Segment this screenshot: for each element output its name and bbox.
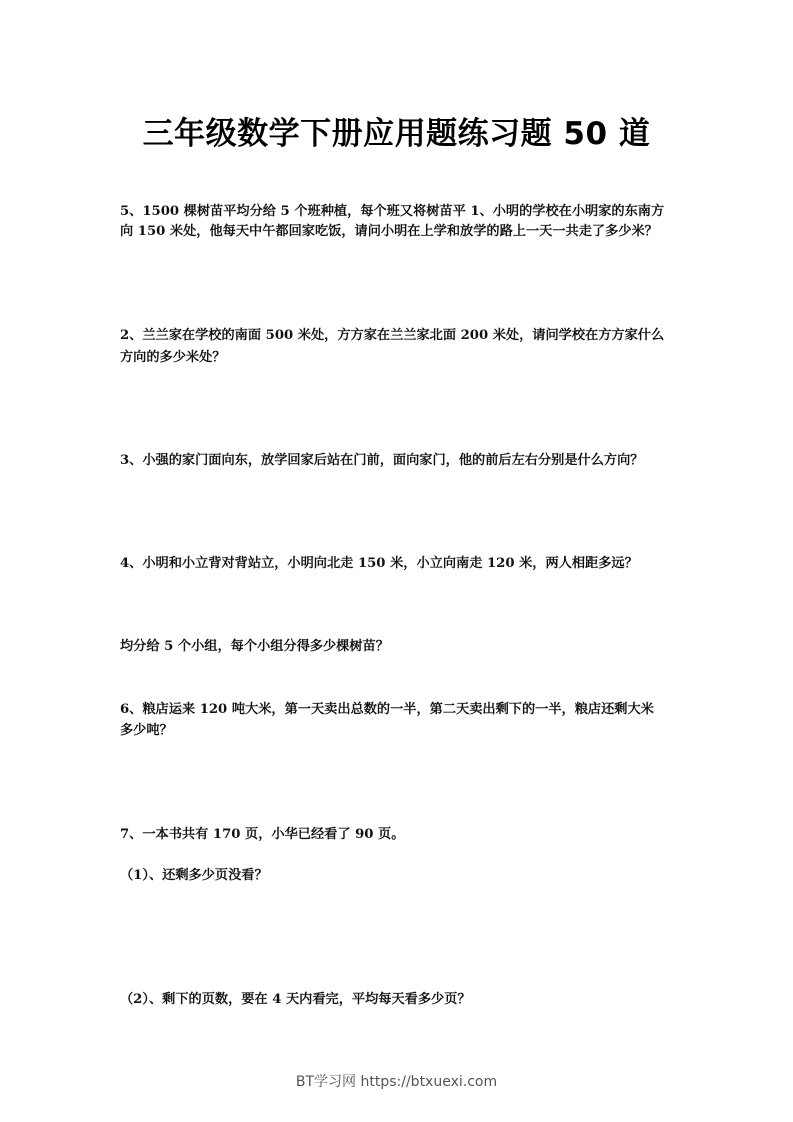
question-5-line-2: 向 150 米处，他每天中午都回家吃饭，请问小明在上学和放学的路上一天一共走了多少米？: [120, 224, 658, 239]
question-2-line-1: 2、兰兰家在学校的南面 500 米处，方方家在兰兰家北面 200 米处，请问学校在方方家什么: [120, 328, 665, 343]
question-6-line-2: 多少吨？: [120, 723, 173, 738]
question-7: 7、一本书共有 170 页，小华已经看了 90 页。: [120, 827, 405, 842]
page-title: 三年级数学下册应用题练习题 50 道: [142, 116, 651, 152]
question-2-line-2: 方向的多少米处？: [120, 350, 226, 365]
question-7-part-2: （2）、剩下的页数，要在 4 天内看完，平均每天看多少页？: [120, 992, 471, 1007]
question-7-part-1: （1）、还剩多少页没看？: [120, 868, 268, 883]
footer-watermark[interactable]: BT学习网 https://btxuexi.com: [295, 1074, 498, 1090]
question-6-line-1: 6、粮店运来 120 吨大米，第一天卖出总数的一半，第二天卖出剩下的一半，粮店还剩大米: [120, 702, 654, 717]
question-5-continuation: 均分给 5 个小组，每个小组分得多少棵树苗？: [120, 639, 389, 654]
question-4: 4、小明和小立背对背站立，小明向北走 150 米，小立向南走 120 米，两人相距多远？: [120, 556, 638, 571]
question-3: 3、小强的家门面向东，放学回家后站在门前，面向家门，他的前后左右分别是什么方向？: [120, 453, 644, 468]
question-5-line-1: 5、1500 棵树苗平均分给 5 个班种植，每个班又将树苗平 1、小明的学校在小明家的东南方: [120, 204, 665, 219]
